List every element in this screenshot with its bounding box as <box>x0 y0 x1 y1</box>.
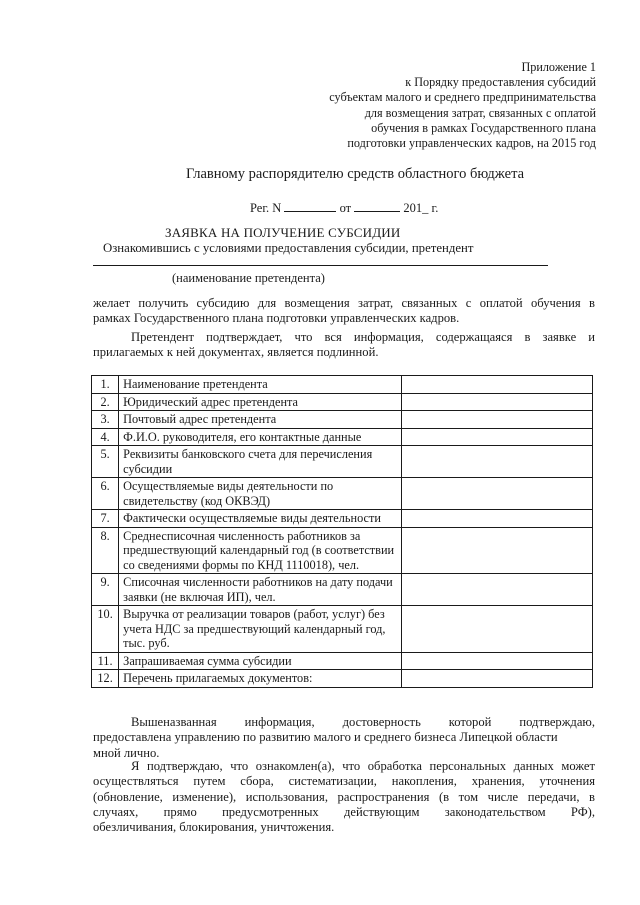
table-row <box>92 411 593 429</box>
table-row <box>92 670 593 688</box>
table-row <box>92 446 593 478</box>
registration-year: 201_ г. <box>403 201 439 215</box>
paragraph-line: прилагаемых к ней документах, является подлинной. <box>93 345 379 360</box>
document-title: ЗАЯВКА НА ПОЛУЧЕНИЕ СУБСИДИИ <box>165 225 401 240</box>
appendix-line: подготовки управленческих кадров, на 2015 год <box>347 136 596 151</box>
applicant-name-blank[interactable] <box>93 265 548 266</box>
paragraph-line: (обновление, изменение), использования, распространения (в том числе передачи, в <box>93 789 595 804</box>
row-value-cell[interactable] <box>401 478 592 510</box>
appendix-line: Приложение 1 <box>521 60 596 74</box>
row-number: 12. <box>92 670 119 688</box>
registration-date-blank[interactable] <box>354 200 400 212</box>
consent-paragraph <box>93 759 595 835</box>
row-number: 7. <box>92 510 119 528</box>
row-label: Фактически осуществляемые виды деятельности <box>119 510 402 528</box>
table-row <box>92 606 593 653</box>
row-number: 2. <box>92 393 119 411</box>
table-row <box>92 376 593 394</box>
table-row <box>92 652 593 670</box>
intro-text: Ознакомившись с условиями предоставления субсидии, претендент <box>103 241 474 255</box>
row-label: Почтовый адрес претендента <box>119 411 402 429</box>
row-value-cell[interactable] <box>401 411 592 429</box>
row-value-cell[interactable] <box>401 527 592 574</box>
registration-prefix: Рег. N <box>250 201 282 215</box>
paragraph-line: желает получить субсидию для возмещения затрат, связанных с оплатой обучения в <box>93 296 595 310</box>
row-label: Реквизиты банковского счета для перечисления субсидии <box>119 446 402 478</box>
appendix-line: обучения в рамках Государственного плана <box>371 120 596 135</box>
row-number: 5. <box>92 446 119 478</box>
paragraph-line: обезличивания, блокирования, уничтожения. <box>93 820 335 835</box>
row-value-cell[interactable] <box>401 428 592 446</box>
table-row <box>92 510 593 528</box>
row-value-cell[interactable] <box>401 510 592 528</box>
row-label: Выручка от реализации товаров (работ, услуг) без учета НДС за предшествующий календарный год, тыс. руб. <box>119 606 402 653</box>
row-label: Списочная численности работников на дату подачи заявки (не включая ИП), чел. <box>119 574 402 606</box>
registration-from: от <box>339 201 352 215</box>
table-row <box>92 393 593 411</box>
row-label: Юридический адрес претендента <box>119 393 402 411</box>
row-value-cell[interactable] <box>401 606 592 653</box>
table-row <box>92 428 593 446</box>
table-row <box>92 478 593 510</box>
row-value-cell[interactable] <box>401 446 592 478</box>
addressee: Главному распорядителю средств областного бюджета <box>185 166 525 182</box>
paragraph-line: Претендент подтверждает, что вся информация, содержащаяся в заявке и <box>131 330 595 344</box>
row-number: 9. <box>92 574 119 606</box>
row-value-cell[interactable] <box>401 376 592 394</box>
above-info-paragraph <box>93 715 595 761</box>
row-value-cell[interactable] <box>401 670 592 688</box>
requirements-table <box>91 375 593 688</box>
row-label: Среднесписочная численность работников за предшествующий календарный год (в соответствии со сведениями формы по КНД 1110018), чел. <box>119 527 402 574</box>
applicant-name-caption: (наименование претендента) <box>172 271 325 285</box>
row-label: Перечень прилагаемых документов: <box>119 670 402 688</box>
row-number: 4. <box>92 428 119 446</box>
paragraph-line: Я подтверждаю, что ознакомлен(а), что обработка персональных данных может <box>131 759 595 773</box>
row-number: 10. <box>92 606 119 653</box>
row-number: 6. <box>92 478 119 510</box>
table-row <box>92 527 593 574</box>
appendix-line: субъектам малого и среднего предпринимательства <box>329 90 596 105</box>
row-label: Наименование претендента <box>119 376 402 394</box>
confirm-paragraph <box>93 330 595 361</box>
row-number: 1. <box>92 376 119 394</box>
registration-number-blank[interactable] <box>284 200 336 212</box>
row-number: 3. <box>92 411 119 429</box>
paragraph-line: осуществляться путем сбора, систематизации, накопления, хранения, уточнения <box>93 774 595 789</box>
row-number: 8. <box>92 527 119 574</box>
paragraph-line: случаях, прямо предусмотренных действующим законодательством РФ), <box>93 804 595 819</box>
row-value-cell[interactable] <box>401 574 592 606</box>
wish-paragraph <box>93 296 595 327</box>
paragraph-line: рамках Государственного плана подготовки управленческих кадров. <box>93 311 460 326</box>
appendix-line: к Порядку предоставления субсидий <box>405 75 596 90</box>
appendix-line: для возмещения затрат, связанных с оплатой <box>364 105 596 120</box>
table-row <box>92 574 593 606</box>
row-value-cell[interactable] <box>401 652 592 670</box>
row-label: Осуществляемые виды деятельности по свидетельству (код ОКВЭД) <box>119 478 402 510</box>
paragraph-line: предоставлена управлению по развитию малого и среднего бизнеса Липецкой области <box>93 730 558 745</box>
row-value-cell[interactable] <box>401 393 592 411</box>
row-label: Запрашиваемая сумма субсидии <box>119 652 402 670</box>
appendix-header <box>266 60 596 151</box>
paragraph-line: Вышеназванная информация, достоверность которой подтверждаю, <box>131 715 595 729</box>
row-label: Ф.И.О. руководителя, его контактные данные <box>119 428 402 446</box>
row-number: 11. <box>92 652 119 670</box>
registration-line <box>250 200 438 216</box>
paragraph-line: мной лично. <box>93 745 160 760</box>
